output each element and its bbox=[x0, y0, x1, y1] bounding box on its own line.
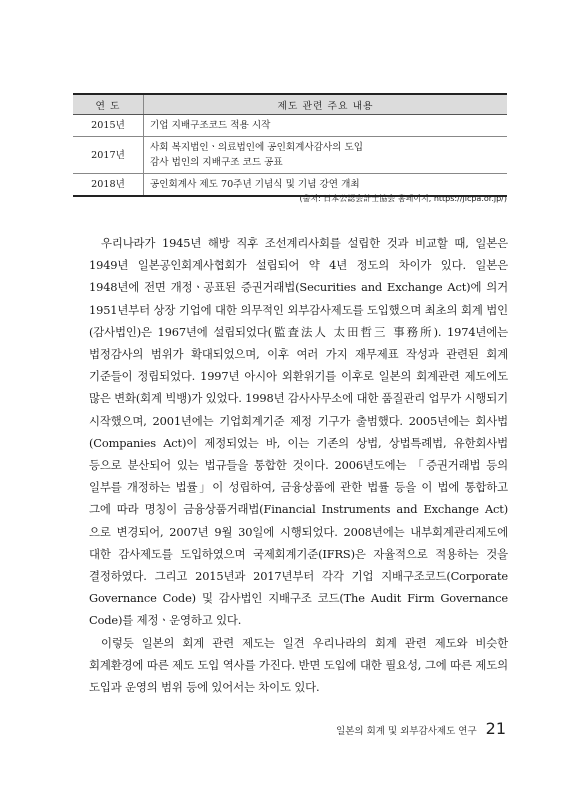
header-year: 연 도 bbox=[73, 94, 144, 115]
content-line: 감사 법인의 지배구조 코드 공표 bbox=[150, 157, 283, 168]
content-line: 기업 지배구조코드 적용 시작 bbox=[150, 120, 271, 131]
paragraph: 우리나라가 1945년 해방 직후 조선계리사회를 설립한 것과 비교할 때, 일본은 1949년 일본공인회계사협회가 설립되어 약 4년 정도의 차이가 있다. 일본은 1948년에 전면 개정ㆍ공표된 증권거래법(Securities and Exchange Act)에 의거 1951년부터 상장 기업에 대한 의무적인 외부감사제도를 도입했으며 최초의 회계 법인(감사법인)은 1967년에 설립되었다(監査法人 太田哲三 事務所). 1974년에는 법정감사의 범위가 확대되었으며, 이후 여러 가지 재무제표 작성과 관련된 회계 기준들이 정립되었다. 1997년 아시아 외환위기를 이후로 일본의 회계관련 제도에도 많은 변화(회계 빅뱅)가 있었다. 1998년 감사사무소에 대한 품질관리 업무가 시행되기 시작했으며, 2001년에는 기업회계기준 제정 기구가 출범했다. 2005년에는 회사법(Companies Act)이 제정되었는 바, 이는 기존의 상법, 상법특례법, 유한회사법 등으로 분산되어 있는 법규들을 통합한 것이다. 2006년도에는 「증권거래법 등의 일부를 개정하는 법률」이 성립하여, 금융상품에 관한 법률 등을 이 법에 통합하고 그에 따라 명칭이 금융상품거래법(Financial Instruments and Exchange Act)으로 변경되어, 2007년 9월 30일에 시행되었다. 2008년에는 내부회계관리제도에 대한 감사제도를 도입하였으며 국제회계기준(IFRS)은 자율적으로 적용하는 것을 결정하였다. 그리고 2015년과 2017년부터 각각 기업 지배구조코드(Corporate Governance Code) 및 감사법인 지배구조 코드(The Audit Firm Governance Code)를 제정ㆍ운영하고 있다. bbox=[89, 236, 508, 628]
history-table bbox=[73, 93, 507, 197]
content-cell bbox=[144, 115, 508, 137]
paragraph: 이렇듯 일본의 회계 관련 제도는 일견 우리나라의 회계 관련 제도와 비슷한 회계환경에 따른 제도 도입 역사를 가진다. 반면 도입에 대한 필요성, 그에 따른 제도의 도입과 운영의 범위 등에 있어서는 차이도 있다. bbox=[89, 635, 508, 695]
table-row bbox=[73, 137, 507, 174]
page-number: 21 bbox=[485, 719, 506, 738]
year-cell: 2015년 bbox=[73, 115, 144, 137]
year-cell: 2018년 bbox=[73, 174, 144, 197]
table-source: (출처: 日本公認会計士協会 홈페이지, https://jicpa.or.jp/) bbox=[299, 194, 507, 203]
year-cell: 2017년 bbox=[73, 137, 144, 174]
body-text bbox=[89, 232, 508, 698]
content-line: 공인회계사 제도 70주년 기념식 및 기념 강연 개최 bbox=[150, 179, 360, 190]
page-footer bbox=[336, 719, 506, 738]
running-title: 일본의 회계 및 외부감사제도 연구 bbox=[336, 726, 477, 737]
table-row bbox=[73, 115, 507, 137]
content-line: 사회 복지법인ㆍ의료법인에 공인회계사감사의 도입 bbox=[150, 142, 364, 153]
content-cell bbox=[144, 137, 508, 174]
header-content: 제도 관련 주요 내용 bbox=[144, 94, 508, 115]
